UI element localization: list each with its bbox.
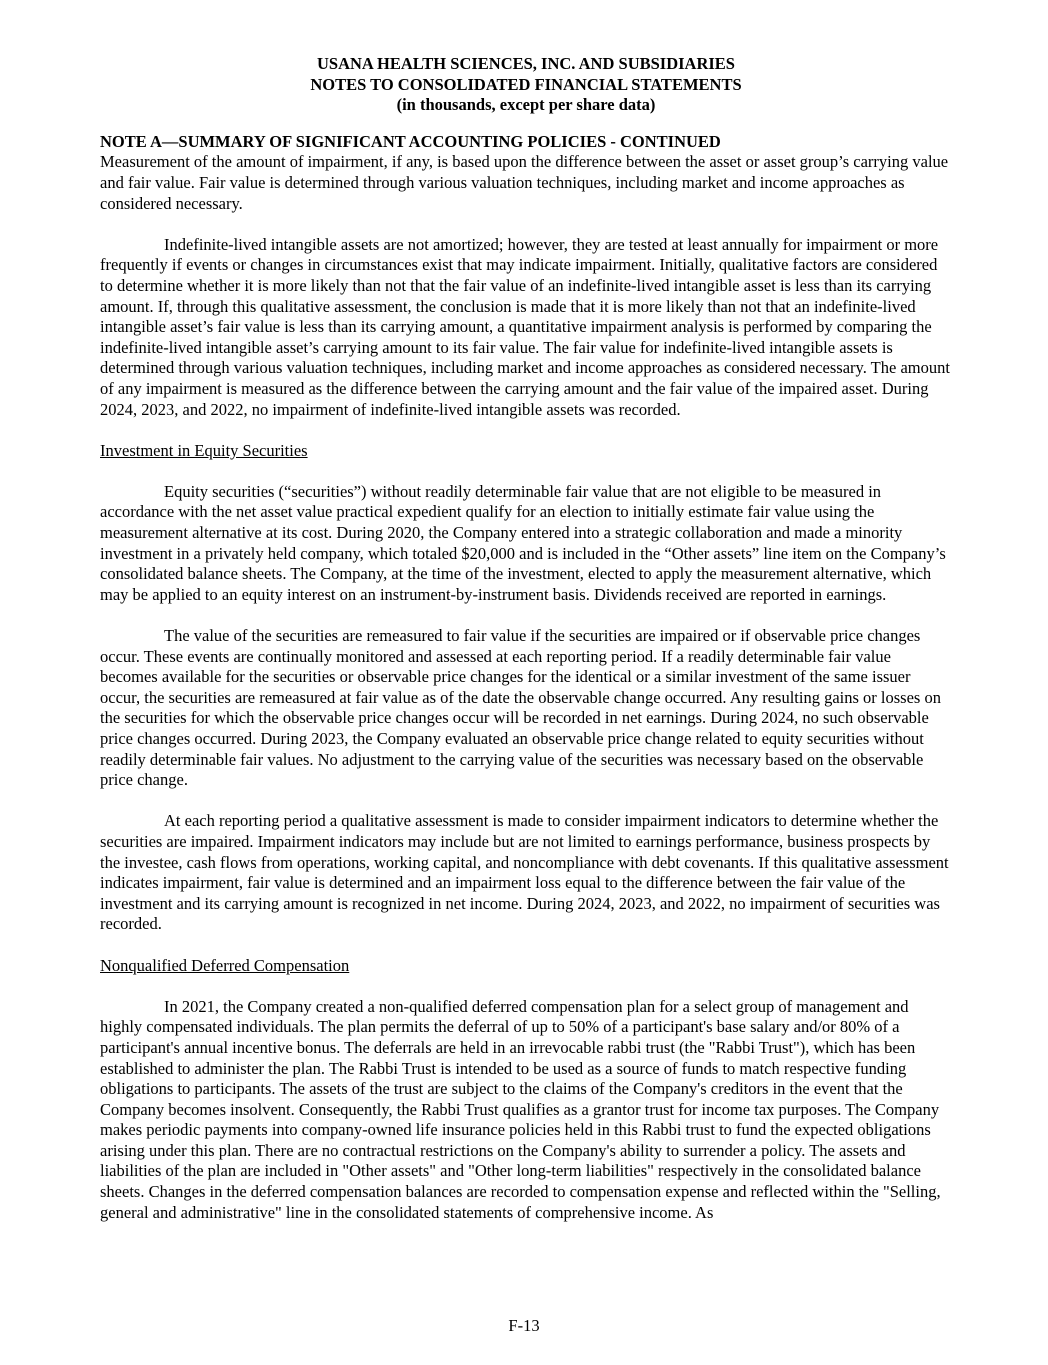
section-heading-nonqualified-deferred-compensation: Nonqualified Deferred Compensation (100, 955, 350, 975)
document-subtitle: (in thousands, except per share data) (396, 95, 656, 115)
document-header (100, 54, 952, 116)
paragraph-impairment-measurement: Measurement of the amount of impairment, if any, is based upon the difference between the asset or asset group’s carrying value and fair value. Fair value is determined through various valuation techniques, including market and income approaches as considered necessary. (100, 152, 949, 213)
section-heading-investment-equity-securities: Investment in Equity Securities (100, 440, 308, 460)
paragraph-securities-remeasurement: The value of the securities are remeasured to fair value if the securities are impaired or if observable price changes occur. These events are continually monitored and assessed at each reporting period. If a readily determinable fair value becomes available for the securities or observable price changes for the identical or a similar investment of the same issuer occur, the securities are remeasured at fair value as of the date the observable change occurred. Any resulting gains or losses on the securities for which the observable price changes occur will be recorded in net earnings. During 2024, no such observable price changes occurred. During 2023, the Company evaluated an observable price change related to equity securities without readily determinable fair values. No adjustment to the carrying value of the securities was necessary based on the observable price change. (100, 626, 941, 790)
document-title: NOTES TO CONSOLIDATED FINANCIAL STATEMENTS (310, 74, 742, 94)
page-number: F-13 (508, 1316, 540, 1336)
company-name: USANA HEALTH SCIENCES, INC. AND SUBSIDIARIES (317, 54, 735, 73)
paragraph-deferred-compensation-plan: In 2021, the Company created a non-qualified deferred compensation plan for a select group of management and highly compensated individuals. The plan permits the deferral of up to 50% of a participant's base salary and/or 80% of a participant's annual incentive bonus. The deferrals are held in an irrevocable rabbi trust (the "Rabbi Trust"), which has been established to administer the plan. The Rabbi Trust is intended to be used as a source of funds to match respective funding obligations to participants. The assets of the trust are subject to the claims of the Company's creditors in the event that the Company becomes insolvent. Consequently, the Rabbi Trust qualifies as a grantor trust for income tax purposes. The Company makes periodic payments into company-owned life insurance policies held in this Rabbi trust to fund the expected obligations arising under this plan. There are no contractual restrictions on the Company's ability to surrender a policy. The assets and liabilities of the plan are included in "Other assets" and "Other long-term liabilities" respectively in the consolidated balance sheets. Changes in the deferred compensation balances are recorded to compensation expense and reflected within the "Selling, general and administrative" line in the consolidated statements of comprehensive income. As (100, 996, 941, 1222)
paragraph-equity-securities-measurement: Equity securities (“securities”) without readily determinable fair value that are not eligible to be measured in accordance with the net asset value practical expedient qualify for an election to initially estimate fair value using the measurement alternative at its cost. During 2020, the Company entered into a strategic collaboration and made a minority investment in a privately held company, which totaled $20,000 and is included in the “Other assets” line item on the Company’s consolidated balance sheets. The Company, at the time of the investment, elected to apply the measurement alternative, which may be applied to an equity interest on an instrument-by-instrument basis. Dividends received are reported in earnings. (100, 481, 946, 604)
paragraph-indefinite-lived-intangibles: Indefinite-lived intangible assets are not amortized; however, they are tested at least annually for impairment or more frequently if events or changes in circumstances exist that may indicate impairment. Initially, qualitative factors are considered to determine whether it is more likely than not that the fair value of an indefinite-lived intangible asset is less than its carrying amount. If, through this qualitative assessment, the conclusion is made that it is more likely than not that an indefinite-lived intangible asset’s fair value is less than its carrying amount, a quantitative impairment analysis is performed by comparing the indefinite-lived intangible asset’s carrying amount to its fair value. The fair value for indefinite-lived intangible assets is determined through various valuation techniques, including market and income approaches as considered necessary. The amount of any impairment is measured as the difference between the carrying amount and the fair value of the impaired asset. During 2024, 2023, and 2022, no impairment of indefinite-lived intangible assets was recorded. (100, 234, 950, 419)
note-heading: NOTE A—SUMMARY OF SIGNIFICANT ACCOUNTING POLICIES - CONTINUED (100, 131, 721, 151)
paragraph-qualitative-assessment: At each reporting period a qualitative assessment is made to consider impairment indicators to determine whether the securities are impaired. Impairment indicators may include but are not limited to earnings performance, business prospects by the investee, cash flows from operations, working capital, and noncompliance with debt covenants. If this qualitative assessment indicates impairment, fair value is determined and an impairment loss equal to the difference between the fair value of the investment and its carrying amount is recognized in net income. During 2024, 2023, and 2022, no impairment of securities was recorded. (100, 811, 949, 934)
